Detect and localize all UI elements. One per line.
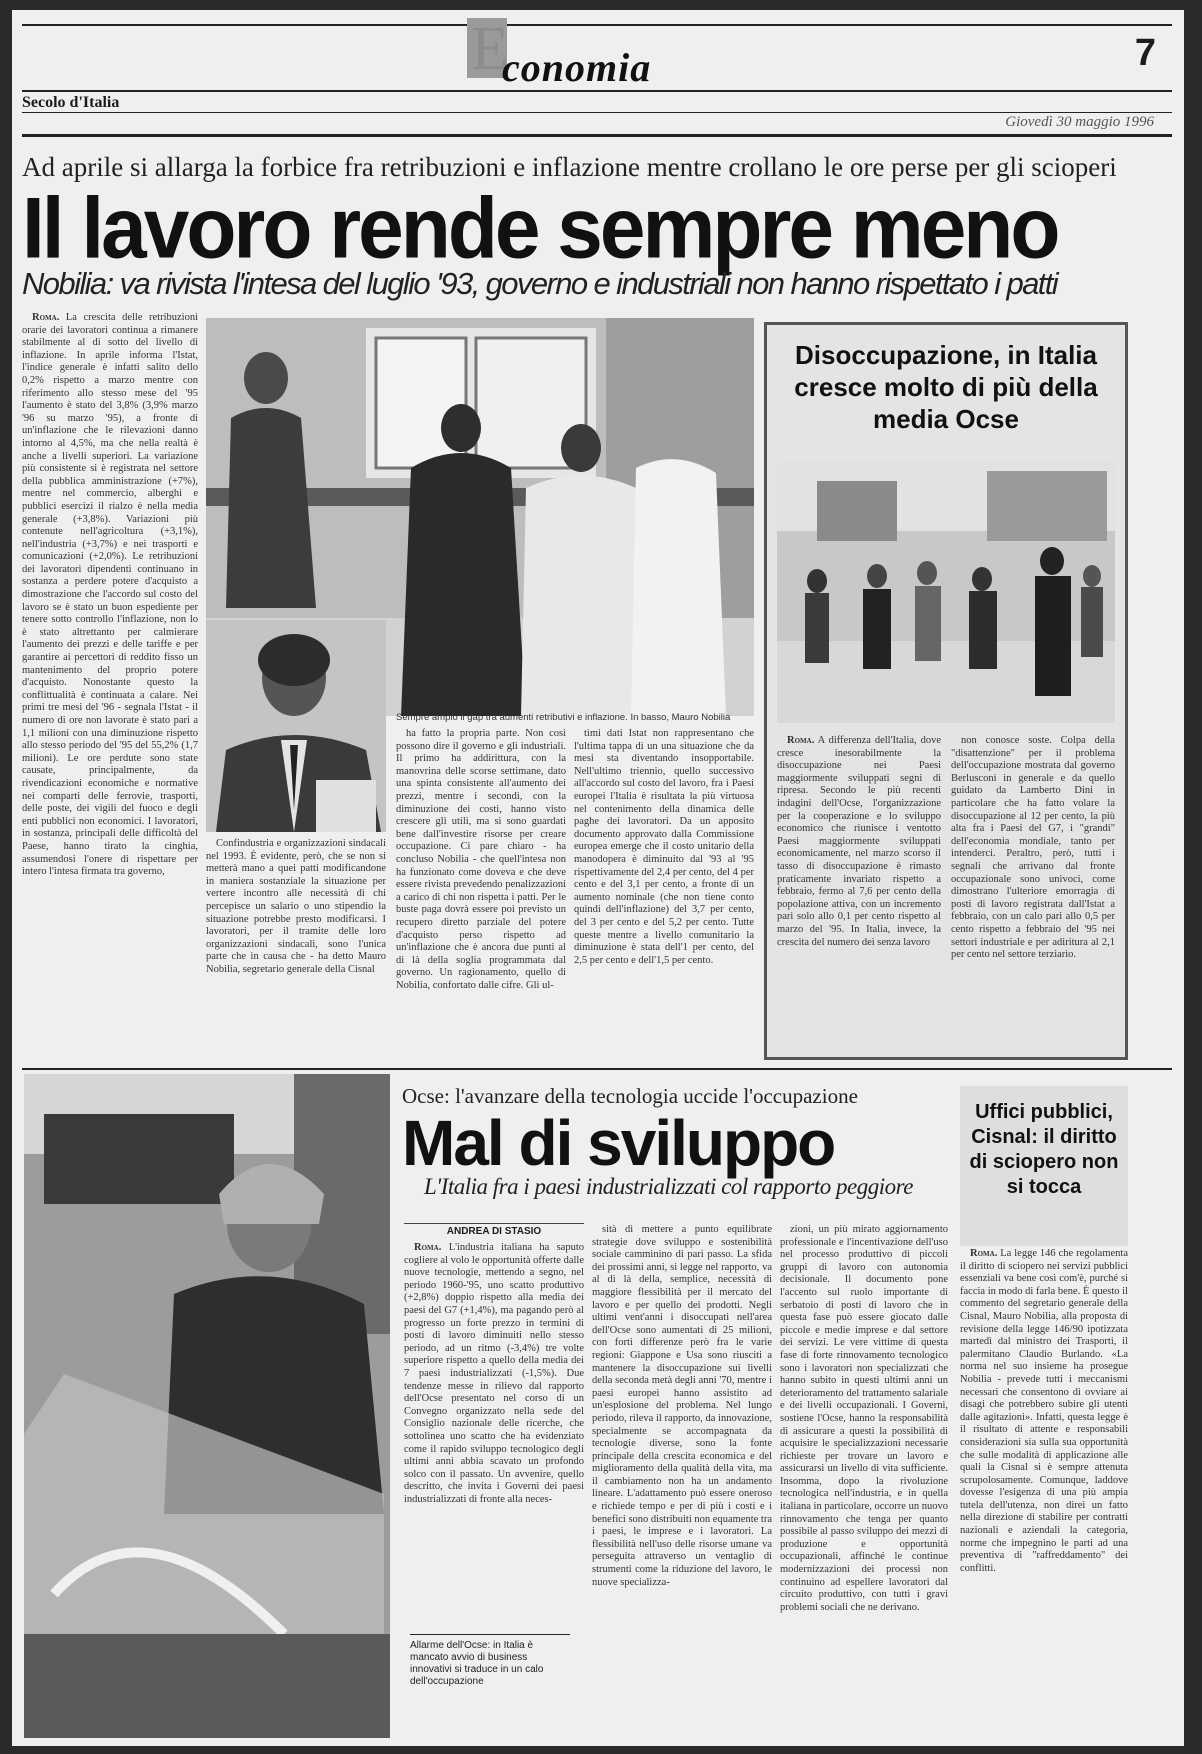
header-rule: [22, 134, 1172, 137]
mal-column-2: [592, 1224, 772, 1738]
portrait-illustration: [206, 620, 386, 832]
pullquote-rule: [410, 1634, 570, 1635]
mal-column-1: [404, 1242, 584, 1632]
mal-col1-text: L'industria italiana ha saputo cogliere al volo le opportunità offerte dalle nuove tecnologie, mettendo a segno, nel periodo 1960-'95, uno scatto produttivo (+2,8%) doppio rispetto alla media dei paesi del G7 (+1,4%), ma pagando però al progresso un forte prezzo in termini di posti di lavoro diminuiti nello stesso periodo, ad un ritmo (-3,4%) tre volte superiore rispetto a quello della media dei 7 paesi industrializzati (-1,5%). Due tendenze messe in rilievo dal rapporto dell'Ocse presentato nel corso di un Convegno organizzato nella sede del Consiglio nazionale delle ricerche, che sottolinea uno scatto che ha evidenziato come il rapido sviluppo tecnologico degli ultimi anni abbia scavato un profondo solco con il passato. Un avvenire, quello descritto, che invita i Governi dei paesi industrializzati di fronte alla neces-: [404, 1242, 584, 1505]
box-col1-text: A differenza dell'Italia, dove cresce inesorabilmente la disoccupazione nei Paesi maggiormente sviluppati segni di ripresa. Secondo le più recenti indagini dell'Ocse, l'organizzazione per la cooperazione e lo sviluppo economico che riunisce i ventotto Paesi maggiormente sviluppati economicamente, nel marzo scorso il tasso di disoccupazione è rimasto praticamente invariato rispetto a febbraio, fermo al 7,6 per cento della popolazione attiva, con un incremento pari solo allo 0,1 per cento rispetto al marzo del '95. In Italia, invece, la crescita del numero dei senza lavoro: [777, 735, 941, 948]
lead-dateline: Roma.: [32, 312, 60, 323]
box-column-1: [777, 735, 941, 1055]
mal-col3-text: zioni, un più mirato aggiornamento professionale e l'incentivazione dell'uso nel processo produttivo di piccoli gruppi di lavoro con autonomia decisionale. Il documento pone l'accento sul ruolo importante di serbatoio di posti di lavoro che in questa fase può essere giocato dalle piccole e medie imprese e dal settore dei servizi. Le vere vittime di questa fase di forte rinnovamento tecnologico sono i lavoratori non specializzati che hanno subito in questi ultimi anni un deterioramento del trattamento salariale e dei livelli occupazionali. I Governi, sostiene l'Ocse, hanno la responsabilità di assicurare a questi la possibilità di acquisire le specializzazioni necessarie richieste per trovare un lavoro e assicurarsi un livello di vita sufficiente. Insomma, dopo la rivoluzione tecnologica nell'industria, e in quella italiana in particolare, occorre un nuovo rinnovamento che tenga per quanto possibile al passo sviluppo dei mezzi di produzione e opportunità occupazionali, affinché le continue modernizzazioni dei processi non continuino ad espellere lavoratori dal circuito produttivo, con tutti i gravi problemi sociali che ne derivano.: [780, 1224, 948, 1613]
lead-col4-text: timi dati Istat non rappresentano che l'ultima tappa di un una situazione che da mesi sta diventando insopportabile. Nell'ultimo triennio, quello successivo all'accordo sul costo del lavoro, fra i Paesi europei l'Italia è risultata la più virtuosa nel contenimento della dinamica delle paghe dei lavoratori. Da un apposito documento approvato dalla Commissione europea emerge che il costo unitario della manodopera è diminuito dal '93 al '95 rispettivamente del 2,4 per cento, del 4 per cento e del 3,1 per cento, a fronte di un aumento nominale (che non tiene conto quindi dell'inflazione) del 3,7 per cento, del 3 per cento e del 5,2 per cento. Tutte queste mentre a livello comunitario la diminuzione è stata dell'1 per cento, del 2,5 per cento e dell'1,5 per cento.: [574, 728, 754, 966]
mal-byline: ANDREA DI STASIO: [404, 1223, 584, 1237]
top-rule: [22, 24, 1172, 26]
mal-subhead: L'Italia fra i paesi industrializzati col rapporto peggiore: [424, 1174, 913, 1199]
lead-column-3: [396, 728, 566, 1052]
lead-col1-text: La crescita delle retribuzioni orarie dei lavoratori continua a rimanere stabilmente al di sotto del livello di inflazione. In aprile informa l'Istat, l'indice generale è infatti salito dello 0,2% rispetto a marzo mentre con riferimento allo stesso mese del '95 l'aumento è stato del 3,8% (3,9% marzo '96 su marzo '95), a fronte di un'inflazione che le rilevazioni danno intorno al 4,5%, ma che nella realtà è anche a livelli superiori. La variazione più consistente si è registrata nel settore della pubblica amministrazione (+7%), mentre nel commercio, alberghi e pubblici esercizi il rialzo è nella media generale (+3,8%). Variazioni più contenute nell'agricoltura (+3,1%), nell'industria (+3,7%) e nei trasporti e comunicazioni (+2,0%). Le retribuzioni dei lavoratori dipendenti continuano in sostanza a perdere potere d'acquisto a dimostrazione che l'accordo sul costo del lavoro se è stato un buon espediente per tenere sotto controllo l'inflazione, non lo è stato altrettanto per calmierare l'aumento dei prezzi e delle tariffe e per garantire ai percettori di reddito fisso un mantenimento del proprio potere d'acquisto. Nonostante questo la conflittualità è continuata a calare. Nei primi tre mesi del '96 - segnala l'Istat - il numero di ore non lavorate è stato pari a 1,1 milioni con una diminuzione rispetto allo stesso periodo del '95 del 55,2% (1,7 milioni). Le ore perdute sono state causate, principalmente, da rivendicazioni economiche e normative nei comparti delle ferrovie, trasporti, delle poste, dei vigili del fuoco e degli enti pubblici non economici. I lavoratori, in sostanza, principali delle difficoltà del Paese, hanno tirato la cinghia, assumendosi l'onere di rispettare per intero l'intesa firmata tra governo,: [22, 312, 198, 878]
cisnal-column: [960, 1248, 1128, 1738]
lead-col3-text: ha fatto la propria parte. Non così possono dire il governo e gli industriali. Il primo ha addirittura, con la manovrina delle scorse settimane, dato una spinta consistente all'aumento dei prezzi, mentre i secondi, con la diminuzione dei costi, hanno visto crescere gli utili, ma si sono guardati bene dall'investire risorse per creare occupazione. Ci pare chiaro - ha concluso Nobilia - che quell'intesa non ha funzionato come doveva e che deve essere rivista prevedendo penalizzazioni a carico di chi non rispetta i patti. Per le buste paga dovrà essere poi previsto un recupero diretto parziale del potere d'acquisto perso rispetto ad un'inflazione che è ancora due punti al di là della soglia programmata dal governo. Un ragionamento, quello di Nobilia, confortato dalle cifre. Gli ul-: [396, 728, 566, 991]
lead-kicker: Ad aprile si allarga la forbice fra retribuzioni e inflazione mentre crollano le ore perse per gli scioperi: [22, 152, 1117, 182]
masthead-rule-lower: [22, 112, 1172, 113]
box-photo-crowd: [777, 461, 1115, 723]
lead-column-2: [206, 838, 386, 1052]
mal-kicker: Ocse: l'avanzare della tecnologia uccide l'occupazione: [402, 1084, 858, 1108]
mal-pullquote: Allarme dell'Ocse: in Italia è mancato avvio di business innovativi si traduce in un calo dell'occupazione: [410, 1640, 544, 1687]
worker-photo: [24, 1074, 390, 1738]
lead-subhead: Nobilia: va rivista l'intesa del luglio '93, governo e industriali non hanno rispettato i patti: [22, 266, 1058, 301]
cisnal-text: La legge 146 che regolamenta il diritto di sciopero nei servizi pubblici essenziali va bene così com'è, purché si faccia in modo di farla bene. È questo il commento del segretario generale della Cisnal, Mauro Nobilia, alla proposta di revisione della legge 146/90 ipotizzata martedì dal ministro dei Trasporti, il palermitano Claudio Burlando. «La norma nel suo insieme ha prosegue Nobilia - prevede tutti i meccanismi necessari che consentono di ovviare ai disagi che potrebbero subire gli utenti dalle agitazioni». Infatti, questa legge è il risultato di attente e responsabili considerazioni sia sulla sua opportunità che sulle modalità di applicazione alle quali la Cisnal si è sempre attenuta scrupolosamente. Comunque, laddove dovesse l'esigenza di una più ampia tutela dell'utenza, non direi un fatto nella direzione di stabilire per contratti nazionali e aziendali la categoria, norme che impegnino le parti ad una preventiva di "raffreddamento" dei conflitti.: [960, 1248, 1128, 1574]
lead-column-1: [22, 312, 198, 1052]
box-title: Disoccupazione, in Italia cresce molto di più della media Ocse: [794, 340, 1098, 434]
box-column-2: [951, 735, 1115, 1055]
box-col2-text: non conosce soste. Colpa della "disattenzione" per il problema dell'occupazione mostrata dal governo Berlusconi in generale e da quello guidato da Lamberto Dini in particolare che ha fatto volare la disoccupazione al 12 per cento, la più alta fra i Paesi del G7, i "grandi" dell'economia mondiale, tanto per intenderci. Peraltro, però, tutti i segnali che arrivano dal fronte occupazionale sono univoci, come dimostrano l'ulteriore emorragia di posti di lavoro registrata dall'Istat a febbraio, con un calo pari allo 0,5 per cento rispetto a febbraio del '95 nei settori industriale e per adiritura al 2,1 per cento nel settore terziario.: [951, 735, 1115, 961]
disoccupazione-box: [764, 322, 1128, 1060]
box-dateline: Roma.: [787, 735, 815, 746]
section-divider: [22, 1068, 1172, 1070]
cisnal-title-box: [960, 1086, 1128, 1246]
cisnal-title: Uffici pubblici, Cisnal: il diritto di sciopero non si tocca: [969, 1101, 1119, 1198]
lead-col2-text: Confindustria e organizzazioni sindacali nel 1993. È evidente, però, che se non si metterà mano a quei patti modificandone in maniera sostanziale la situazione per vertere incontro alle necessità di chi percepisce un salario o uno stipendio la situazione potrebbe presto modificarsi. I lavoratori, per il tramite delle loro organizzazioni sindacali, sono l'unica parte che in causa che - ha detto Mauro Nobilia, segretario generale della Cisnal: [206, 838, 386, 975]
page-number: 7: [1134, 32, 1156, 74]
lead-photo-caption: Sempre ampio il gap tra aumenti retributivi e inflazione. In basso, Mauro Nobilia: [396, 712, 731, 723]
section-initial: E: [471, 15, 509, 83]
lead-headline: Il lavoro rende sempre meno: [22, 180, 1058, 277]
mal-col2-text: sità di mettere a punto equilibrate strategie dove sviluppo e sostenibilità sociale camminino di pari passo. La sfida dei prossimi anni, si legge nel rapporto, va al di là della, semplice, necessità di maggiore flessibilità per il mercato del lavoro e per quello dei prodotti. Negli ultimi vent'anni i disoccupati nell'area dell'Ocse sono aumentati di 25 milioni, con forti differenze però fra le varie regioni: Giappone e Usa sono riusciti a mantenere la disoccupazione sui livelli della seconda metà degli anni '70, mentre i paesi europei hanno assistito ad un'esplosione del problema. Nel lungo periodo, rileva il rapporto, da innovazione, specialmente se accompagnata da tecnologie diverse, sono la fonte principale della crescita economica e del miglioramento della qualità della vita, ma il cambiamento non ha un andamento lineare. L'adattamento può essere oneroso e richiede tempo e per di più i costi e i benefici sono distribuiti non equamente tra i paesi, le imprese e i lavoratori. La flessibilità nell'uso delle risorse umane va perseguita attraverso un ventaglio di strumenti come la riduzione del lavoro, le nuove specializza-: [592, 1224, 772, 1588]
masthead-rule: [22, 90, 1172, 92]
portrait-photo-nobilia: [206, 620, 386, 832]
lead-column-4: [574, 728, 754, 1052]
newspaper-page: [12, 10, 1184, 1746]
mal-headline: Mal di sviluppo: [402, 1107, 835, 1179]
newspaper-name: Secolo d'Italia: [22, 94, 120, 111]
mal-dateline: Roma.: [414, 1242, 442, 1253]
issue-date: Giovedì 30 maggio 1996: [1005, 114, 1154, 130]
cisnal-dateline: Roma.: [970, 1248, 998, 1259]
crowd-illustration: [777, 461, 1115, 723]
section-initial-block: [467, 15, 509, 83]
section-title: conomia: [502, 45, 652, 90]
mal-column-3: [780, 1224, 948, 1738]
worker-illustration: [24, 1074, 390, 1738]
